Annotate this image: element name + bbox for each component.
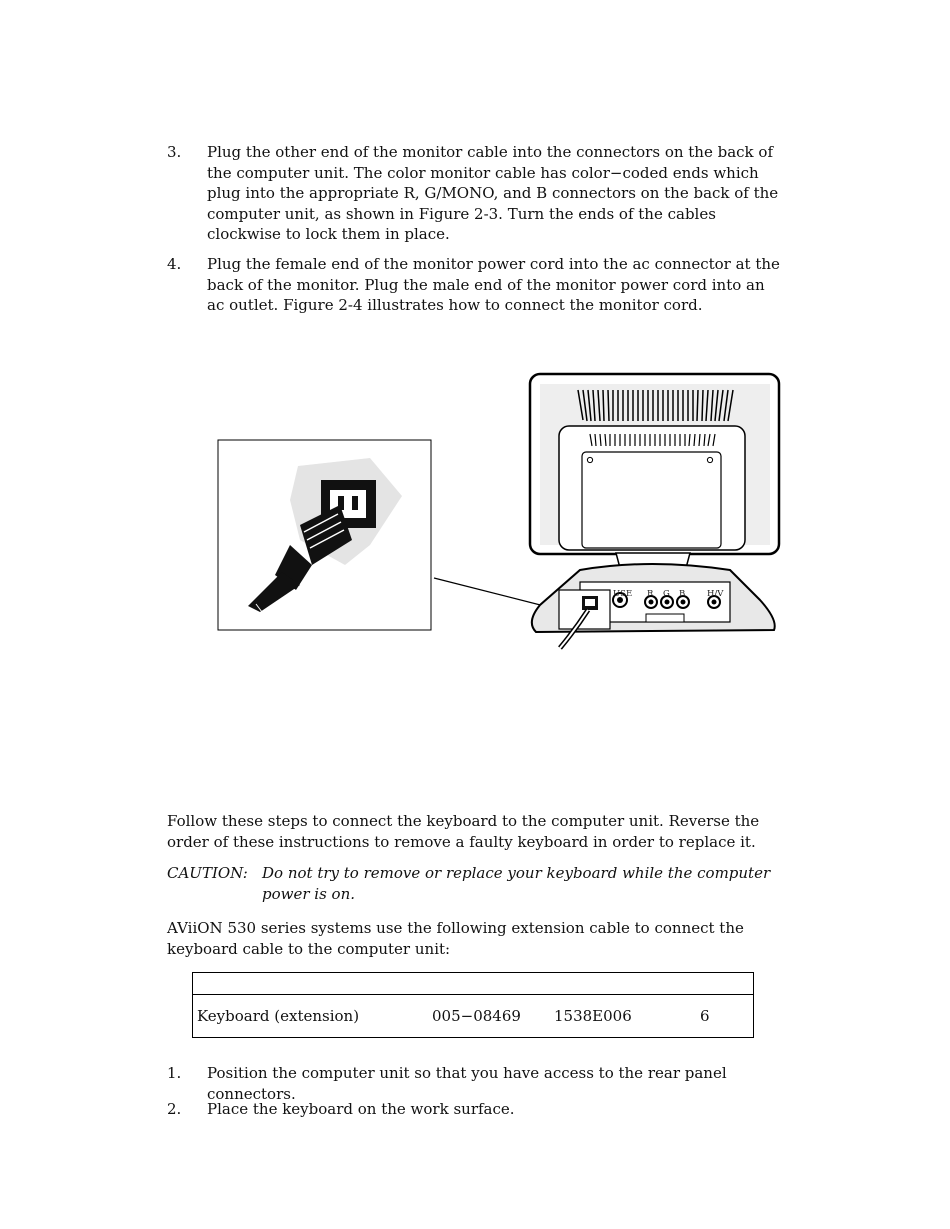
port-label: R [647,589,654,599]
step-number: 2. [167,1100,182,1118]
step-number: 3. [167,143,182,161]
keyboard-intro: Follow these steps to connect the keyboard to the computer unit. Reverse the order of these instructions to remove a faulty keyboard in order to replace it. [167,812,760,851]
step-number: 4. [167,255,182,273]
monitor-back [530,374,779,648]
step-text: Place the keyboard on the work surface. [207,1100,515,1118]
step-text: Plug the other end of the monitor cable into the connectors on the back of the computer unit. The color monitor cable has color−coded ends which plug into the appropriate R, G/MONO, and B connectors on the back of the computer unit, as shown in Figure 2-3. Turn the ends of the cables clockwise to lock them in place. [207,143,779,243]
port-label: B [679,589,686,599]
port-label: USE [613,589,633,599]
caution-label: CAUTION: [167,864,248,882]
cable-intro: AViiON 530 series systems use the following extension cable to connect the keyboard cable to the computer unit: [167,919,744,958]
port-label: H/V [707,589,724,599]
length-cell: 6 [700,1007,710,1025]
plug-detail-inset [218,440,431,630]
caution-text: Do not try to remove or replace your keyboard while the computer power is on. [262,864,771,903]
part-number-cell: 005−08469 [432,1007,521,1025]
cable-table [192,972,754,1038]
step-text: Plug the female end of the monitor power cord into the ac connector at the back of the monitor. Plug the male end of the monitor power cord into an ac outlet. Figure 2-4 illustrates how to connect the monitor cord. [207,255,780,314]
port-label: G [663,589,670,599]
cable-name-cell: Keyboard (extension) [197,1007,360,1025]
step-number: 1. [167,1064,182,1082]
model-number-cell: 1538E006 [554,1007,632,1025]
table-header-row [193,973,753,995]
step-text: Position the computer unit so that you have access to the rear panel connectors. [207,1064,727,1103]
